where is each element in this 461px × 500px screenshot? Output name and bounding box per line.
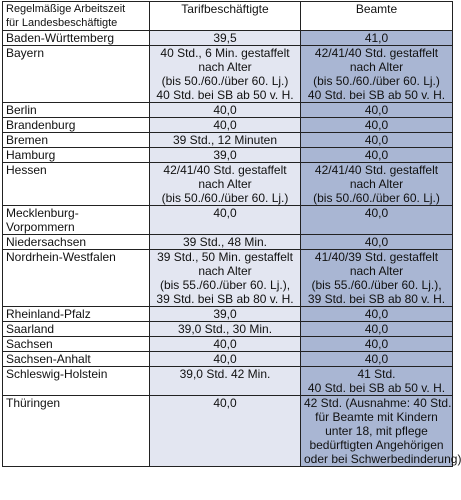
beamte-cell-line: 40,0: [364, 235, 389, 249]
tarif-cell-line: 40,0: [213, 396, 237, 410]
beamte-cell-line: 40,0: [364, 322, 389, 336]
table-row: [3, 133, 453, 148]
tarif-cell-line: 40 Std., 6 Min. gestaffelt: [160, 46, 290, 60]
table-row: [3, 163, 453, 206]
table-row: [3, 396, 453, 467]
table-row: [3, 46, 453, 103]
beamte-cell: [301, 103, 453, 118]
header-region-line: für Landesbeschäftigte: [6, 17, 118, 29]
tarif-cell-line: 39,0: [213, 307, 237, 321]
table-row: [3, 235, 453, 250]
table-row: [3, 31, 453, 46]
table-row: [3, 352, 453, 367]
tarif-cell-line: nach Alter: [198, 60, 252, 74]
state-name: Rheinland-Pfalz: [3, 307, 150, 322]
tarif-cell-line: 42/41/40 Std. gestaffelt: [163, 163, 287, 177]
beamte-cell: [301, 235, 453, 250]
beamte-cell-line: 40,0: [364, 118, 389, 132]
state-name: Sachsen: [3, 337, 150, 352]
beamte-cell: [301, 367, 453, 396]
table-row: [3, 103, 453, 118]
beamte-cell: [301, 31, 453, 46]
tarif-cell-line: 40,0: [213, 118, 237, 132]
beamte-cell-line: 41 Std.: [357, 367, 396, 381]
tarif-cell-line: (bis 50./60./über 60. Lj.): [161, 74, 289, 88]
state-name: Niedersachsen: [3, 235, 150, 250]
state-name: Nordrhein-Westfalen: [3, 250, 150, 307]
beamte-cell-line: 42/41/40 Std. gestaffelt: [314, 46, 439, 60]
beamte-cell-line: 42 Std. (Ausnahme: 40 Std.: [304, 396, 452, 410]
beamte-cell-line: (bis 50./60./über 60. Lj.): [313, 74, 440, 88]
tarif-cell: [150, 206, 301, 235]
beamte-cell-line: 40 Std. bei SB ab 50 v. H.: [307, 88, 446, 102]
header-beamte: Beamte: [301, 2, 453, 31]
beamte-cell: [301, 163, 453, 206]
beamte-cell-line: 40,0: [364, 133, 389, 147]
tarif-cell-line: 40,0: [213, 206, 237, 220]
state-name: Saarland: [3, 322, 150, 337]
beamte-cell-line: (bis 55./60./über 60. Lj.),: [311, 278, 442, 292]
beamte-cell-line: nach Alter: [349, 177, 404, 191]
beamte-cell-line: 40,0: [364, 103, 389, 117]
tarif-cell-line: 39 Std. bei SB ab 80 v. H.: [156, 292, 294, 306]
beamte-cell-line: (bis 50./60./über 60. Lj.): [313, 191, 440, 205]
beamte-cell: [301, 337, 453, 352]
beamte-cell-line: 40,0: [364, 206, 389, 220]
tarif-cell-line: 40,0: [213, 352, 237, 366]
table-row: [3, 367, 453, 396]
beamte-cell: [301, 206, 453, 235]
tarif-cell: [150, 31, 301, 46]
beamte-cell-line: nach Alter: [349, 60, 404, 74]
tarif-cell: [150, 352, 301, 367]
tarif-cell: [150, 163, 301, 206]
beamte-cell-line: bedürftigten Angehörigen: [309, 438, 444, 452]
header-tarif: Tarifbeschäftigte: [150, 2, 301, 31]
state-name: Schleswig-Holstein: [3, 367, 150, 396]
tarif-cell: [150, 148, 301, 163]
tarif-cell: [150, 337, 301, 352]
tarif-cell: [150, 322, 301, 337]
tarif-cell-line: 39,0 Std. 42 Min.: [179, 367, 271, 381]
table-row: [3, 206, 453, 235]
tarif-cell-line: (bis 50./60./über 60. Lj.): [161, 191, 289, 205]
beamte-cell: [301, 396, 461, 467]
tarif-cell-line: 40,0: [213, 103, 237, 117]
table-row: [3, 148, 453, 163]
beamte-cell-line: 42/41/40 Std. gestaffelt: [314, 163, 439, 177]
tarif-cell: [150, 367, 301, 396]
table-body: [3, 31, 461, 467]
tarif-cell-line: 40,0: [213, 337, 237, 351]
beamte-cell-line: nach Alter: [349, 264, 404, 278]
beamte-cell: [301, 352, 453, 367]
header-region: [3, 2, 150, 31]
tarif-cell-line: nach Alter: [198, 264, 252, 278]
beamte-cell: [301, 46, 453, 103]
state-name: Bayern: [3, 46, 150, 103]
tarif-cell-line: 39,5: [213, 31, 237, 45]
header-row: [3, 2, 453, 31]
tarif-cell-line: 39 Std., 12 Minuten: [172, 133, 278, 147]
beamte-cell-line: 40 Std. bei SB ab 50 v. H.: [307, 381, 446, 395]
table-row: [3, 118, 453, 133]
state-name: Thüringen: [3, 396, 150, 467]
beamte-cell: [301, 133, 453, 148]
beamte-cell-line: 40,0: [364, 352, 389, 366]
beamte-cell-line: oder bei Schwerbedinderung): [304, 452, 461, 466]
state-name: Baden-Württemberg: [3, 31, 150, 46]
tarif-cell-line: nach Alter: [198, 177, 252, 191]
beamte-cell-line: 39 Std. bei SB ab 80 v. H.: [307, 292, 446, 306]
table-row: [3, 250, 453, 307]
beamte-cell-line: 40,0: [364, 307, 389, 321]
table-row: [3, 307, 453, 322]
beamte-cell-line: unter 18, mit pflege: [325, 424, 428, 438]
tarif-cell: [150, 103, 301, 118]
tarif-cell: [150, 118, 301, 133]
state-name: Bremen: [3, 133, 150, 148]
tarif-cell: [150, 46, 301, 103]
beamte-cell-line: 41/40/39 Std. gestaffelt: [314, 250, 439, 264]
tarif-cell: [150, 250, 301, 307]
tarif-cell-line: 39,0 Std., 30 Min.: [177, 322, 273, 336]
beamte-cell-line: 40,0: [364, 148, 389, 162]
beamte-cell: [301, 148, 453, 163]
state-name: Sachsen-Anhalt: [3, 352, 150, 367]
beamte-cell: [301, 307, 453, 322]
state-name: Brandenburg: [3, 118, 150, 133]
header-region-line: Regelmäßige Arbeitszeit: [6, 3, 126, 15]
tarif-cell: [150, 133, 301, 148]
state-name: Berlin: [3, 103, 150, 118]
tarif-cell-line: 40 Std. bei SB ab 50 v. H.: [156, 88, 294, 102]
state-name: Hamburg: [3, 148, 150, 163]
table-row: [3, 322, 453, 337]
state-name: Hessen: [3, 163, 150, 206]
tarif-cell: [150, 307, 301, 322]
tarif-cell-line: 39 Std., 48 Min.: [182, 235, 268, 249]
beamte-cell: [301, 118, 453, 133]
tarif-cell-line: 39 Std., 50 Min. gestaffelt: [157, 250, 293, 264]
state-name: Mecklenburg-Vorpommern: [3, 206, 150, 235]
tarif-cell: [150, 235, 301, 250]
table-row: [3, 337, 453, 352]
beamte-cell: [301, 322, 453, 337]
beamte-cell-line: 41,0: [364, 31, 389, 45]
beamte-cell-line: 40,0: [364, 337, 389, 351]
tarif-cell-line: (bis 55./60./über 60. Lj.),: [159, 278, 291, 292]
beamte-cell-line: für Beamte mit Kindern: [315, 410, 438, 424]
working-hours-table: [2, 1, 461, 467]
beamte-cell: [301, 250, 453, 307]
tarif-cell-line: 39,0: [213, 148, 237, 162]
tarif-cell: [150, 396, 301, 467]
